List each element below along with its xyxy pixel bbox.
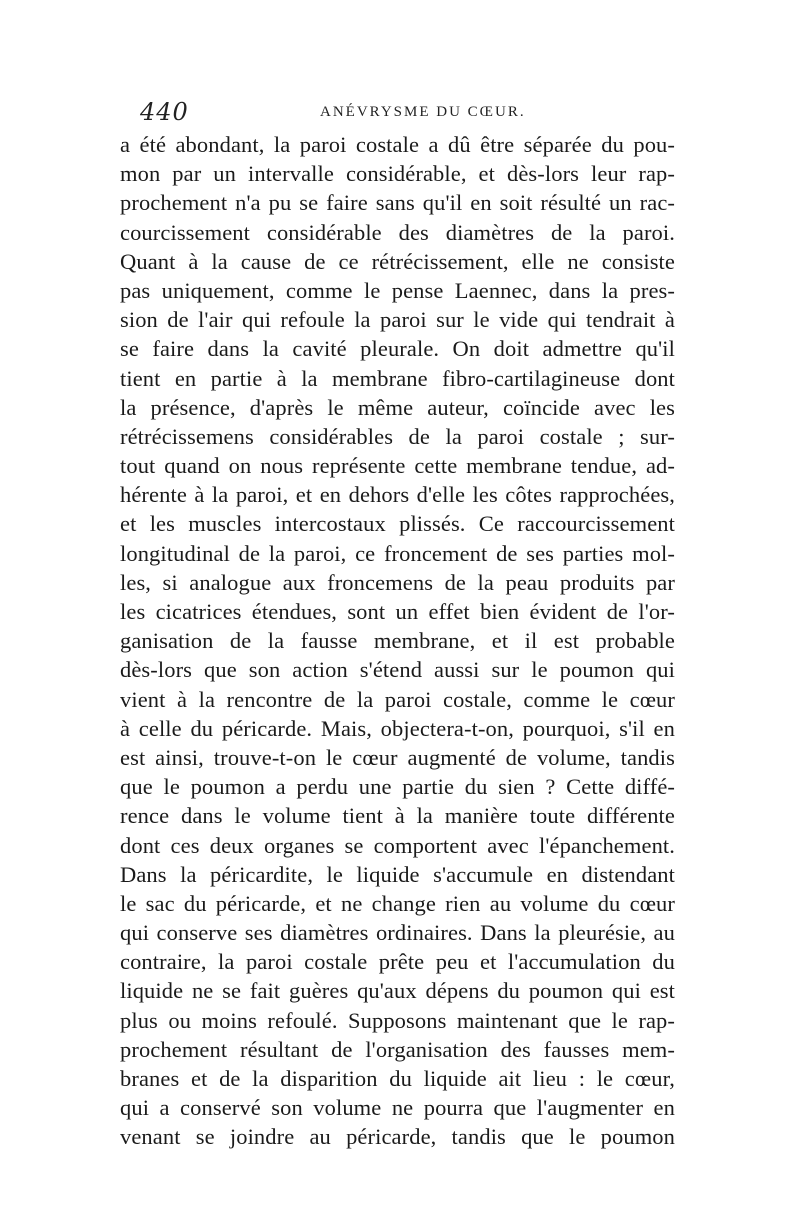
text-line: contraire, la paroi costale prête peu et l'accumulation du — [120, 949, 675, 975]
text-line: longitudinal de la paroi, ce froncement de ses parties mol- — [120, 540, 675, 566]
text-line: sion de l'air qui refoule la paroi sur le vide qui tendrait à — [120, 307, 675, 333]
text-line: et les muscles intercostaux plissés. Ce raccourcissement — [120, 511, 675, 537]
text-line: les, si analogue aux froncemens de la peau produits par — [120, 569, 675, 595]
text-line: tout quand on nous représente cette membrane tendue, ad- — [120, 453, 675, 479]
text-line: se faire dans la cavité pleurale. On doit admettre qu'il — [120, 336, 675, 362]
text-line: rétrécissemens considérables de la paroi costale ; sur- — [120, 423, 675, 449]
text-line: rence dans le volume tient à la manière toute différente — [120, 803, 675, 829]
text-line: qui conserve ses diamètres ordinaires. Dans la pleurésie, au — [120, 920, 675, 946]
text-line: est ainsi, trouve-t-on le cœur augmenté de volume, tandis — [120, 744, 675, 770]
text-line: que le poumon a perdu une partie du sien ? Cette diffé- — [120, 774, 675, 800]
text-line: liquide ne se fait guères qu'aux dépens du poumon qui est — [120, 978, 675, 1004]
text-line: a été abondant, la paroi costale a dû être séparée du pou- — [120, 132, 675, 157]
text-line: Quant à la cause de ce rétrécissement, elle ne consiste — [120, 248, 675, 274]
text-line: vient à la rencontre de la paroi costale, comme le cœur — [120, 686, 675, 712]
text-line: la présence, d'après le même auteur, coïncide avec les — [120, 394, 675, 420]
text-line: Dans la péricardite, le liquide s'accumule en distendant — [120, 861, 675, 887]
text-line: venant se joindre au péricarde, tandis que le poumon — [120, 1124, 675, 1150]
running-title: ANÉVRYSME DU CŒUR. — [320, 104, 526, 120]
text-line: dès-lors que son action s'étend aussi sur le poumon qui — [120, 657, 675, 683]
text-line: les cicatrices étendues, sont un effet bien évident de l'or- — [120, 599, 675, 624]
text-line: pas uniquement, comme le pense Laennec, dans la pres- — [120, 277, 675, 303]
text-line: branes et de la disparition du liquide ait lieu : le cœur, — [120, 1066, 675, 1091]
text-line: courcissement considérable des diamètres de la paroi. — [120, 219, 675, 245]
text-line: qui a conservé son volume ne pourra que l'augmenter en — [120, 1095, 675, 1121]
text-line: tient en partie à la membrane fibro-cartilagineuse dont — [120, 365, 675, 391]
text-line: le sac du péricarde, et ne change rien au volume du cœur — [120, 890, 675, 916]
text-line: dont ces deux organes se comportent avec l'épanchement. — [120, 832, 675, 858]
body-text — [120, 130, 675, 1152]
text-line: ganisation de la fausse membrane, et il est probable — [120, 628, 675, 654]
text-line: plus ou moins refoulé. Supposons maintenant que le rap- — [120, 1007, 675, 1033]
text-line: prochement n'a pu se faire sans qu'il en soit résulté un rac- — [120, 190, 675, 216]
text-line: hérente à la paroi, et en dehors d'elle les côtes rapprochées, — [120, 482, 675, 508]
page-header — [140, 98, 670, 128]
text-line: prochement résultant de l'organisation des fausses mem- — [120, 1036, 675, 1062]
text-line: à celle du péricarde. Mais, objectera-t-on, pourquoi, s'il en — [120, 715, 675, 741]
text-line: mon par un intervalle considérable, et dès-lors leur rap- — [120, 161, 675, 187]
page-number: 440 — [140, 98, 189, 126]
